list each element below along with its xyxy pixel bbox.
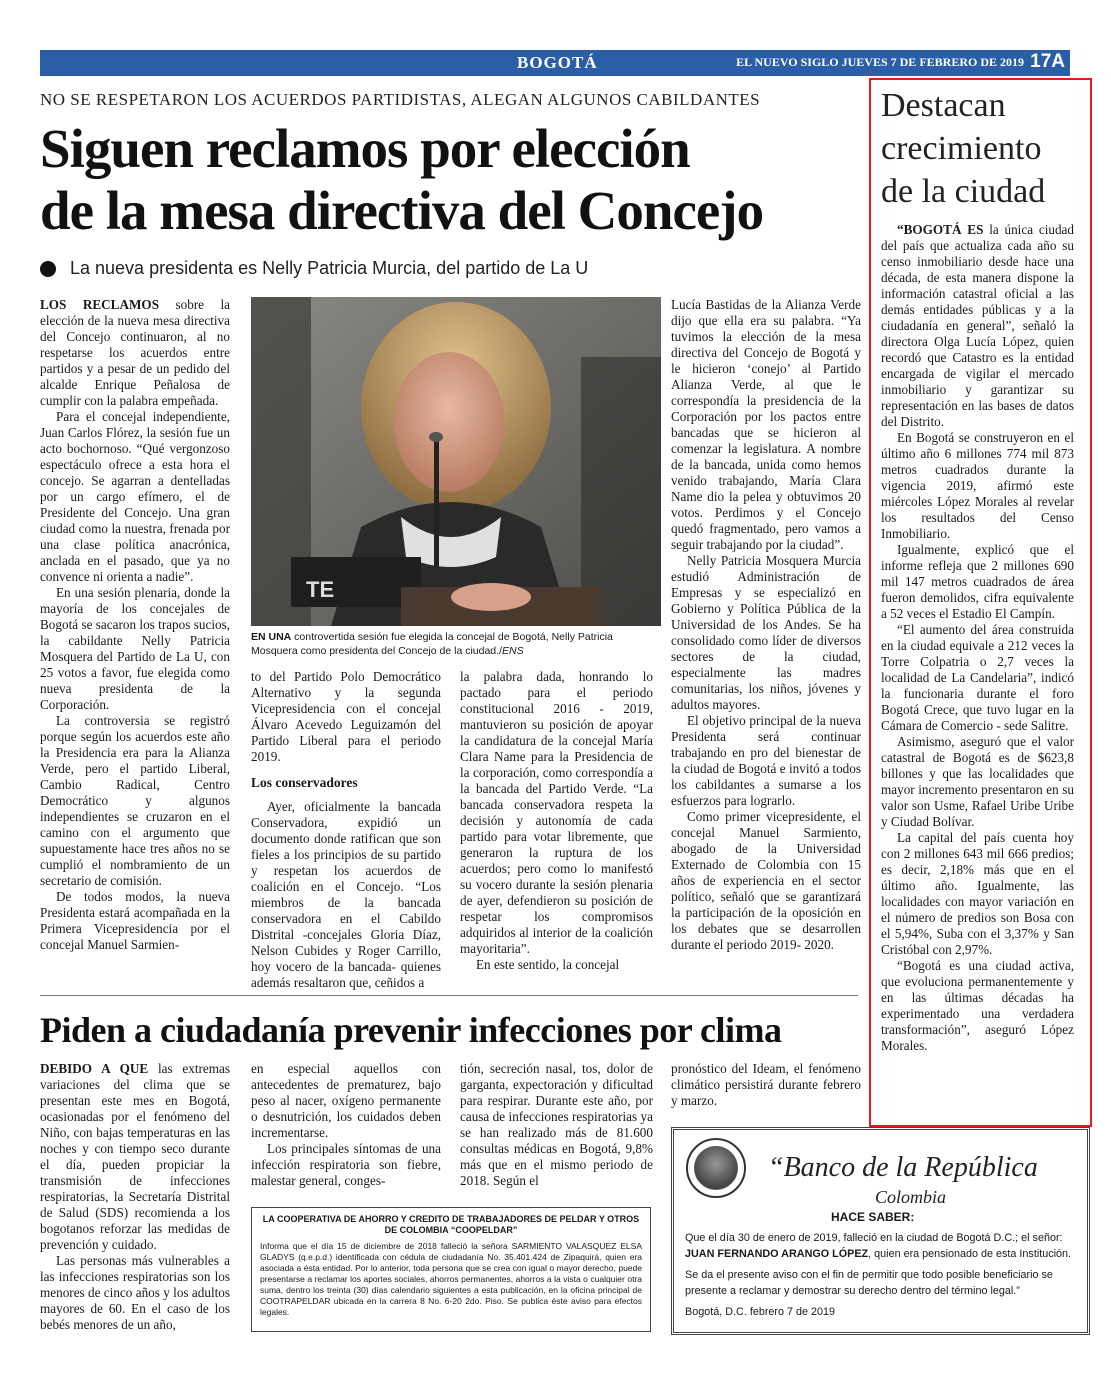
banco-notice-body (685, 1230, 1080, 1325)
paragraph-text: Que el día 30 de enero de 2019, falleció en la ciudad de Bogotá D.C.; el señor: (685, 1232, 1063, 1244)
paragraph: Como primer vicepresidente, el concejal Manuel Sarmiento, abogado de la Universidad Externado de Colombia con 15 años de experiencia en el sector político, señaló que se garantizará la participación de la oposición en los debates que se desarrollen durante el periodo 2019- 2020. (671, 809, 861, 952)
caption-credit: ENS (502, 645, 524, 657)
paragraph (40, 297, 230, 409)
paragraph: tión, secreción nasal, tos, dolor de garganta, expectoración y dificultad para respirar. Durante este año, por causa de infecciones respiratorias ya se han realizado más de 81.600 consultas médicas en Bogotá, 9,8% más que en el mismo periodo de 2018. Según el (460, 1061, 653, 1188)
article-subhead (40, 258, 588, 279)
article-headline (40, 118, 860, 242)
paper-info: EL NUEVO SIGLO JUEVES 7 DE FEBRERO DE 2019 (736, 55, 1024, 69)
paragraph: La capital del país cuenta hoy con 2 millones 643 mil 666 predios; es decir, 2,18% más que en el último año. Igualmente, las localidades con mayor variación en el número de predios son Bosa con el 5,94%, Suba con el 3,37% y San Cristóbal con 2,97%. (881, 830, 1074, 957)
section-label: BOGOTÁ (517, 53, 598, 72)
coop-notice-body: Informa que el día 15 de diciembre de 2018 falleció la señora SARMIENTO VALASQUEZ ELSA GLADYS (q.e.p.d.) identificada con cédula de ciudadanía No. 35.401.424 de Zipaquirá, quien era asociada a ésta entidad. Por lo anterior, toda persona que se crea con igual o mayor derecho, puede presentarse a reclamar los aportes sociales, ahorros permanentes, ahorros a la vista o cualquier otra suma, dentro los treinta (30) días calendario siguientes a esta publicación, en la oficina principal de COOTRAPELDAR ubicada en la carrera 8 No. 6-20 2do. Piso. Se publica éste aviso para efectos legales. (260, 1241, 642, 1317)
article-column-2 (251, 669, 441, 991)
subhead-text: La nueva presidenta es Nelly Patricia Murcia, del partido de La U (70, 258, 589, 278)
caption-lead: EN UNA (251, 631, 292, 643)
paragraph: Los principales síntomas de una infección respiratoria son fiebre, malestar general, conges- (251, 1141, 441, 1188)
paragraph-text: la única ciudad del país que actualiza cada año su censo inmobiliario desde hace una década, de esta manera dispone la información catastral oficial a las demás entidades públicas y a la ciudadanía en general”, señaló la directora Olga Lucía López, quien recordó que Catastro es la entidad encargada de vigilar el mercado inmobiliario y garantizar su representación en las bases de datos del Distrito. (881, 222, 1074, 429)
section-subtitle: Los conservadores (251, 775, 358, 790)
paragraph: En una sesión plenaria, donde la mayoría de los concejales de Bogotá se sacaron los trapos sucios, la cabildante Nelly Patricia Mosquera del Partido de La U, con 25 votos a favor, fue elegida como nueva presidenta de la Corporación. (40, 585, 230, 712)
sidebar-title: Destacan crecimiento de la ciudad (881, 87, 1046, 210)
paragraph: “Bogotá es una ciudad activa, que evoluciona permanentemente y en las últimas décadas ha experimentado una verdadera transformación”, aseguró López Morales. (881, 958, 1074, 1053)
article-column-4 (671, 297, 861, 953)
svg-text:TE: TE (306, 577, 335, 602)
paragraph-text: las extremas variaciones del clima que se presentan este mes en Bogotá, ocasionadas por el fenómeno del Niño, con bajas temperaturas en las noches y con tiempo seco durante el día, pueden propiciar la transmisión de infecciones respiratorias, la Secretaría Distrital de Salud (SDS) recomienda a los bogotanos reforzar las medidas de prevención y cuidado. (40, 1061, 230, 1252)
article-column-3 (460, 669, 653, 973)
section-divider (40, 995, 858, 996)
photo-caption (251, 630, 661, 658)
paragraph: Asimismo, aseguró que el valor catastral de Bogotá es de $623,8 billones y que las localidades que mayor incremento presentaron en su valor son Usme, Rafael Uribe Uribe y Ciudad Bolívar. (881, 734, 1074, 829)
bullet-icon (40, 261, 56, 277)
paragraph: Las personas más vulnerables a las infecciones respiratorias son los menores de cinco años y los adultos mayores de 60. En el caso de los bebés menores de un año, (40, 1253, 230, 1332)
paragraph (881, 222, 1074, 430)
paragraph: Igualmente, explicó que el informe refleja que 2 millones 690 mil 147 metros cuadrados de área fueron demolidos, cifra equivalente a 52 veces el Estadio El Campín. (881, 542, 1074, 621)
banco-country: Colombia (875, 1187, 947, 1207)
paragraph: De todos modos, la nueva Presidenta estará acompañada en la Primera Vicepresidencia por el concejal Manuel Sarmien- (40, 889, 230, 952)
lead-words: DEBIDO A QUE (40, 1061, 149, 1076)
paragraph: El objetivo principal de la nueva Presidenta será continuar trabajando en pro del bienestar de la ciudad de Bogotá e invitó a todos los cabildantes a sumarse a los esfuerzos para lograrlo. (671, 713, 861, 808)
sidebar-body (881, 222, 1074, 1054)
lead-words: LOS RECLAMOS (40, 297, 160, 312)
second-column-4 (671, 1061, 861, 1109)
hace-saber-label: HACE SABER: (831, 1210, 915, 1224)
caption-text: controvertida sesión fue elegida la concejal de Bogotá, Nelly Patricia Mosquera como presidenta del Concejo de la ciudad./ (251, 631, 613, 657)
paragraph: En este sentido, la concejal (476, 957, 620, 972)
paragraph: to del Partido Polo Democrático Alternativo y la segunda Vicepresidencia con el concejal Álvaro Acevedo Leguizamón del Partido Liberal para el periodo 2019. (251, 669, 441, 764)
banco-name: “Banco de la República (768, 1152, 1038, 1183)
paragraph (40, 1061, 230, 1253)
paragraph: Bogotá, D.C. febrero 7 de 2019 (685, 1306, 836, 1318)
paragraph: la palabra dada, honrando lo pactado para el periodo constitucional 2016 - 2019, mantuvieron su posición de apoyar la candidatura de la concejal María Clara Name para la Presidencia de la corporación, como correspondía a la bancada del Partido Verde. “La bancada conservadora respeta la decisión y autonomía de cada partido para votar libremente, que generaron la ruptura de los acuerdos; pero como lo manifestó su vocero durante la sesión plenaria de ayer, defendieron su posición de respetar los compromisos adquiridos al interior de la coalición mayoritaria”. (460, 669, 653, 956)
lead-words: “BOGOTÁ ES (897, 222, 984, 237)
banco-seal-icon (686, 1138, 746, 1198)
headline-line-2: de la mesa directiva del Concejo (40, 180, 764, 241)
photo-illustration (251, 297, 661, 626)
paragraph: En Bogotá se construyeron en el último año 6 millones 774 mil 873 metros cuadrados durante la vigencia 2019, afirmó este miércoles López Morales al revelar los resultados del Censo Inmobiliario. (881, 430, 1074, 541)
paragraph: Nelly Patricia Mosquera Murcia estudió Administración de Empresas y se especializó en Gobierno y Política Pública de la Universidad de los Andes. Se ha consolidado como líder de diversos sectores de la ciudad, especialmente las madres comunitarias, los niños, jóvenes y adultos mayores. (671, 553, 861, 712)
paragraph-text: , quien era pensionado de esta Institución. (868, 1248, 1072, 1260)
paragraph (685, 1230, 1080, 1262)
second-column-3 (460, 1061, 653, 1189)
second-column-2 (251, 1061, 441, 1189)
paragraph: Lucía Bastidas de la Alianza Verde dijo que ella era su palabra. “Ya tuvimos la elección de la mesa directiva del Concejo de Bogotá y le hicieron ‘conejo’ al Partido Alianza Verde, al que le correspondía la presidencia de la Corporación por los pactos entre bancadas que se hicieron al comenzar la legislatura. A nombre de la bancada, unida como hemos venido trabajando, María Clara Name dio la pelea y obtuvimos 20 votos. Perdimos y el Concejo quedó fragmentado, pero vamos a seguir trabajando por la ciudad”. (671, 297, 861, 552)
page-number: 17A (1030, 51, 1065, 72)
paragraph: Se da el presente aviso con el fin de permitir que todo posible beneficiario se presente a reclamar y demostrar su derecho dentro del término legal.” (685, 1269, 1053, 1297)
deceased-name: JUAN FERNANDO ARANGO LÓPEZ (685, 1248, 869, 1260)
paragraph: pronóstico del Ideam, el fenómeno climático persistirá durante febrero y marzo. (671, 1061, 861, 1108)
article-photo (251, 297, 661, 626)
second-column-1 (40, 1061, 230, 1333)
paragraph: Ayer, oficialmente la bancada Conservadora, expidió un documento donde ratifican que son fieles a los principios de su partido y respetan los acuerdos de coalición en el Concejo. “Los miembros de la bancada conservadora en el Cabildo Distrital -concejales Gloria Díaz, Nelson Cubides y Roger Carrillo, hoy vocero de la bancada- quienes además resaltaron que, ceñidos a (251, 799, 441, 990)
paragraph: Para el concejal independiente, Juan Carlos Flórez, la sesión fue un acto bochornoso. “Qué vergonzoso espectáculo ofrece a esta hora el concejo. Se agarran a dentelladas por un cargo efímero, el de Presidente del Concejo. Una gran ciudad como la nuestra, frenada por una clase política anacrónica, anclada en el pasado, que ya no convence ni orienta a nadie”. (40, 409, 230, 584)
headline-line-1: Siguen reclamos por elección (40, 118, 690, 179)
paragraph-text: sobre la elección de la nueva mesa directiva del Concejo continuaron, al no respetarse los acuerdos entre partidos y a pesar de un pedido del alcalde Enrique Peñalosa de cumplir con la palabra empeñada. (40, 297, 230, 408)
paragraph: “El aumento del área construida en la ciudad equivale a 212 veces la Torre Colpatria o 2,7 veces la localidad de La Candelaria”, indicó la funcionaria durante el foro Bogotá Crece, que tuvo lugar en la Cámara de Comercio - sede Salitre. (881, 622, 1074, 733)
article-column-1 (40, 297, 230, 953)
coop-notice-title: LA COOPERATIVA DE AHORRO Y CREDITO DE TRABAJADORES DE PELDAR Y OTROS DE COLOMBIA “COOPELDAR” (262, 1214, 640, 1235)
coop-notice-box (251, 1207, 651, 1332)
paragraph: en especial aquellos con antecedentes de prematurez, bajo peso al nacer, oxígeno permanente o desnutrición, los cuidados deben incrementarse. (251, 1061, 441, 1140)
second-article-headline: Piden a ciudadanía prevenir infecciones por clima (40, 1010, 782, 1050)
seal-portrait (694, 1146, 738, 1190)
paragraph: La controversia se registró porque según los acuerdos este año la Presidencia era para la Alianza Verde, pero el partido Liberal, Cambio Radical, Centro Democrático y algunos independientes se cruzaron en el camino con el argumento que supuestamente hace tres años no se cumplió el nombramiento de un secretario de comisión. (40, 713, 230, 888)
article-kicker: NO SE RESPETARON LOS ACUERDOS PARTIDISTAS, ALEGAN ALGUNOS CABILDANTES (40, 90, 761, 109)
